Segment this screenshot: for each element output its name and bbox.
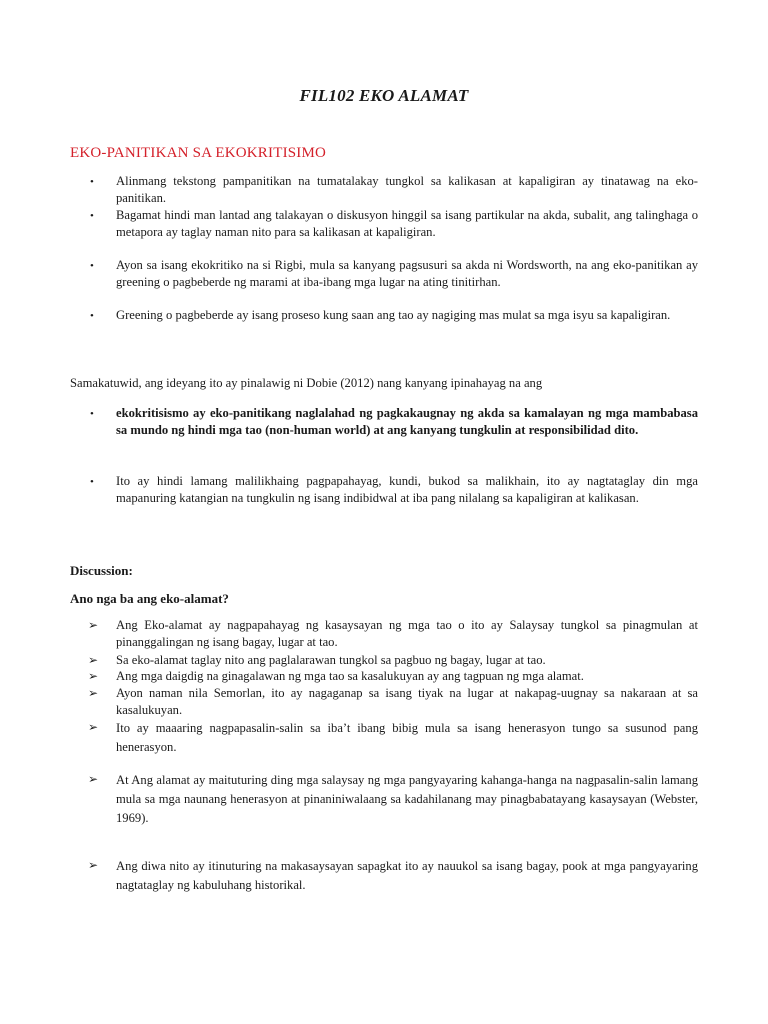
list-item-text: At Ang alamat ay maituturing ding mga salaysay ng mga pangyayaring kahanga-hanga na nagpasalin-salin lamang mula sa mga naunang henerasyon at pinaniniwalaang sa kadahilanang may pinagbabatayang kasaysayan (Webster, 1969). (116, 773, 698, 825)
list-item-text: Sa eko-alamat taglay nito ang paglalarawan tungkol sa pagbuo ng bagay, lugar at tao. (116, 653, 546, 667)
arrow-bullet-icon: ➢ (88, 653, 99, 667)
list-item-text: Ayon sa isang ekokritiko na si Rigbi, mula sa kanyang pagsusuri sa akda ni Wordsworth, na ang eko-panitikan ay greening o pagbeberde ng marami at iba-ibang mga lugar na ating tinitirhan. (116, 258, 698, 289)
list-item-text: Ito ay maaaring nagpapasalin-salin sa iba’t ibang bibig mula sa isang henerasyon tungo sa susunod pang henerasyon. (116, 721, 698, 754)
list-item-text: Ang Eko-alamat ay nagpapahayag ng kasaysayan ng mga tao o ito ay Salaysay tungkol sa pinagmulan at pinanggalingan ng isang bagay, lugar at tao. (116, 618, 698, 649)
bullet-icon: • (90, 310, 94, 322)
question-heading: Ano nga ba ang eko-alamat? (70, 591, 229, 606)
intro-paragraph: Samakatuwid, ang ideyang ito ay pinalawig ni Dobie (2012) nang kanyang ipinahayag na ang (70, 376, 543, 390)
arrow-bullet-icon: ➢ (88, 772, 99, 786)
bullet-icon: • (90, 176, 94, 188)
list-item-text: Ang diwa nito ay itinuturing na makasaysayan sapagkat ito ay nauukol sa isang bagay, pook at mga pangyayaring nagtataglay ng kabuluhang historikal. (116, 859, 698, 892)
bullet-icon: • (90, 260, 94, 272)
arrow-bullet-icon: ➢ (88, 720, 99, 734)
bullet-icon: • (90, 408, 94, 420)
discussion-label: Discussion: (70, 563, 133, 578)
section-heading: EKO-PANITIKAN SA EKOKRITISIMO (70, 145, 327, 161)
list-item-text: Ito ay hindi lamang malilikhaing pagpapahayag, kundi, bukod sa malikhain, ito ay nagtataglay din mga mapanuring katangian na tungkulin ng isang indibidwal at iba pang nilalang sa kapaligiran at kalikasan. (116, 474, 698, 505)
list-item-text: Alinmang tekstong pampanitikan na tumatalakay tungkol sa kalikasan at kapaligiran ay tinatawag na eko-panitikan. (116, 174, 698, 205)
arrow-bullet-icon: ➢ (88, 669, 99, 683)
list-item-text: Greening o pagbeberde ay isang proseso kung saan ang tao ay nagiging mas mulat sa mga isyu sa kapaligiran. (116, 308, 671, 322)
bullet-icon: • (90, 476, 94, 488)
document-title: FIL102 EKO ALAMAT (299, 86, 469, 105)
list-item-text: Ang mga daigdig na ginagalawan ng mga tao sa kasalukuyan ay ang tagpuan ng mga alamat. (116, 669, 584, 683)
list-item-text: ekokritisismo ay eko-panitikang naglalahad ng pagkakaugnay ng akda sa kamalayan ng mga mambabasa sa mundo ng hindi mga tao (non-human world) at ang kanyang tungkulin at responsibilidad dito. (116, 406, 698, 437)
arrow-bullet-icon: ➢ (88, 618, 99, 632)
list-item-text: Bagamat hindi man lantad ang talakayan o diskusyon hinggil sa isang partikular na akda, subalit, ang talinghaga o metapora ay taglay naman nito para sa kalikasan at kapaligiran. (116, 208, 698, 239)
arrow-bullet-icon: ➢ (88, 858, 99, 872)
list-item-text: Ayon naman nila Semorlan, ito ay nagaganap sa isang tiyak na lugar at nakapag-uugnay sa nakaraan at sa kasalukuyan. (116, 686, 698, 717)
bullet-icon: • (90, 210, 94, 222)
arrow-bullet-icon: ➢ (88, 686, 99, 700)
